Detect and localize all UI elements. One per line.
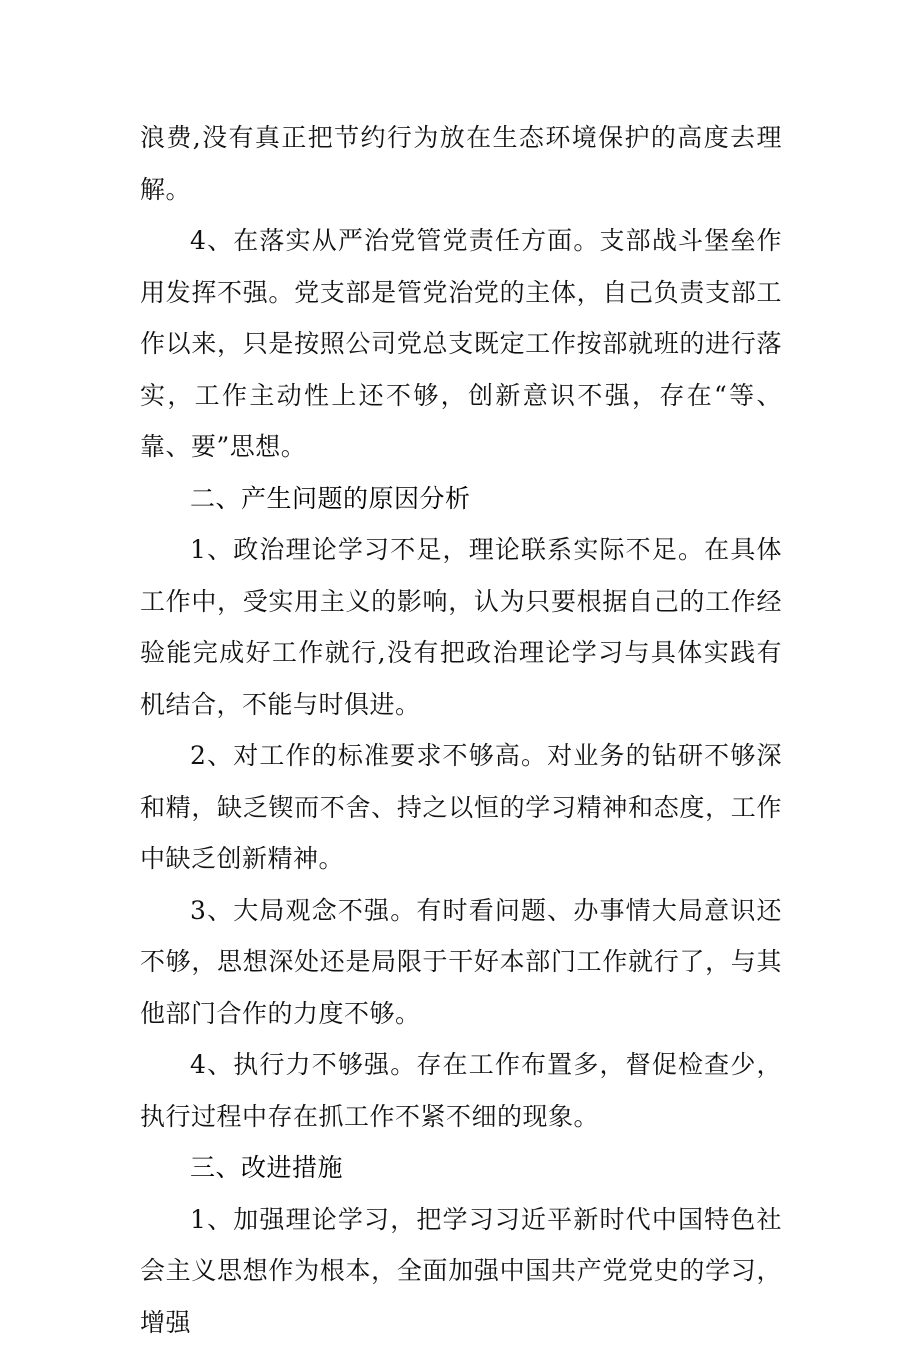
paragraph-item-1-study: 1、加强理论学习，把学习习近平新时代中国特色社会主义思想作为根本，全面加强中国共产党党史的学习，增强 xyxy=(140,1194,782,1348)
paragraph-item-2-standards: 2、对工作的标准要求不够高。对业务的钻研不够深和精，缺乏锲而不舍、持之以恒的学习精神和态度，工作中缺乏创新精神。 xyxy=(140,730,782,885)
section-heading-improvement-measures: 三、改进措施 xyxy=(140,1142,782,1194)
paragraph-item-1-theory: 1、政治理论学习不足，理论联系实际不足。在具体工作中，受实用主义的影响，认为只要根据自己的工作经验能完成好工作就行,没有把政治理论学习与具体实践有机结合，不能与时俱进。 xyxy=(140,524,782,730)
paragraph-continuation: 浪费,没有真正把节约行为放在生态环境保护的高度去理解。 xyxy=(140,112,782,215)
paragraph-item-4-responsibility: 4、在落实从严治党管党责任方面。支部战斗堡垒作用发挥不强。党支部是管党治党的主体，自己负责支部工作以来，只是按照公司党总支既定工作按部就班的进行落实，工作主动性上还不够，创新意识不强，存在“等、靠、要”思想。 xyxy=(140,215,782,473)
document-body xyxy=(140,112,782,1348)
paragraph-item-3-overall-view: 3、大局观念不强。有时看问题、办事情大局意识还不够，思想深处还是局限于干好本部门工作就行了，与其他部门合作的力度不够。 xyxy=(140,885,782,1040)
paragraph-item-4-execution: 4、执行力不够强。存在工作布置多，督促检查少，执行过程中存在抓工作不紧不细的现象。 xyxy=(140,1039,782,1142)
section-heading-cause-analysis: 二、产生问题的原因分析 xyxy=(140,473,782,525)
